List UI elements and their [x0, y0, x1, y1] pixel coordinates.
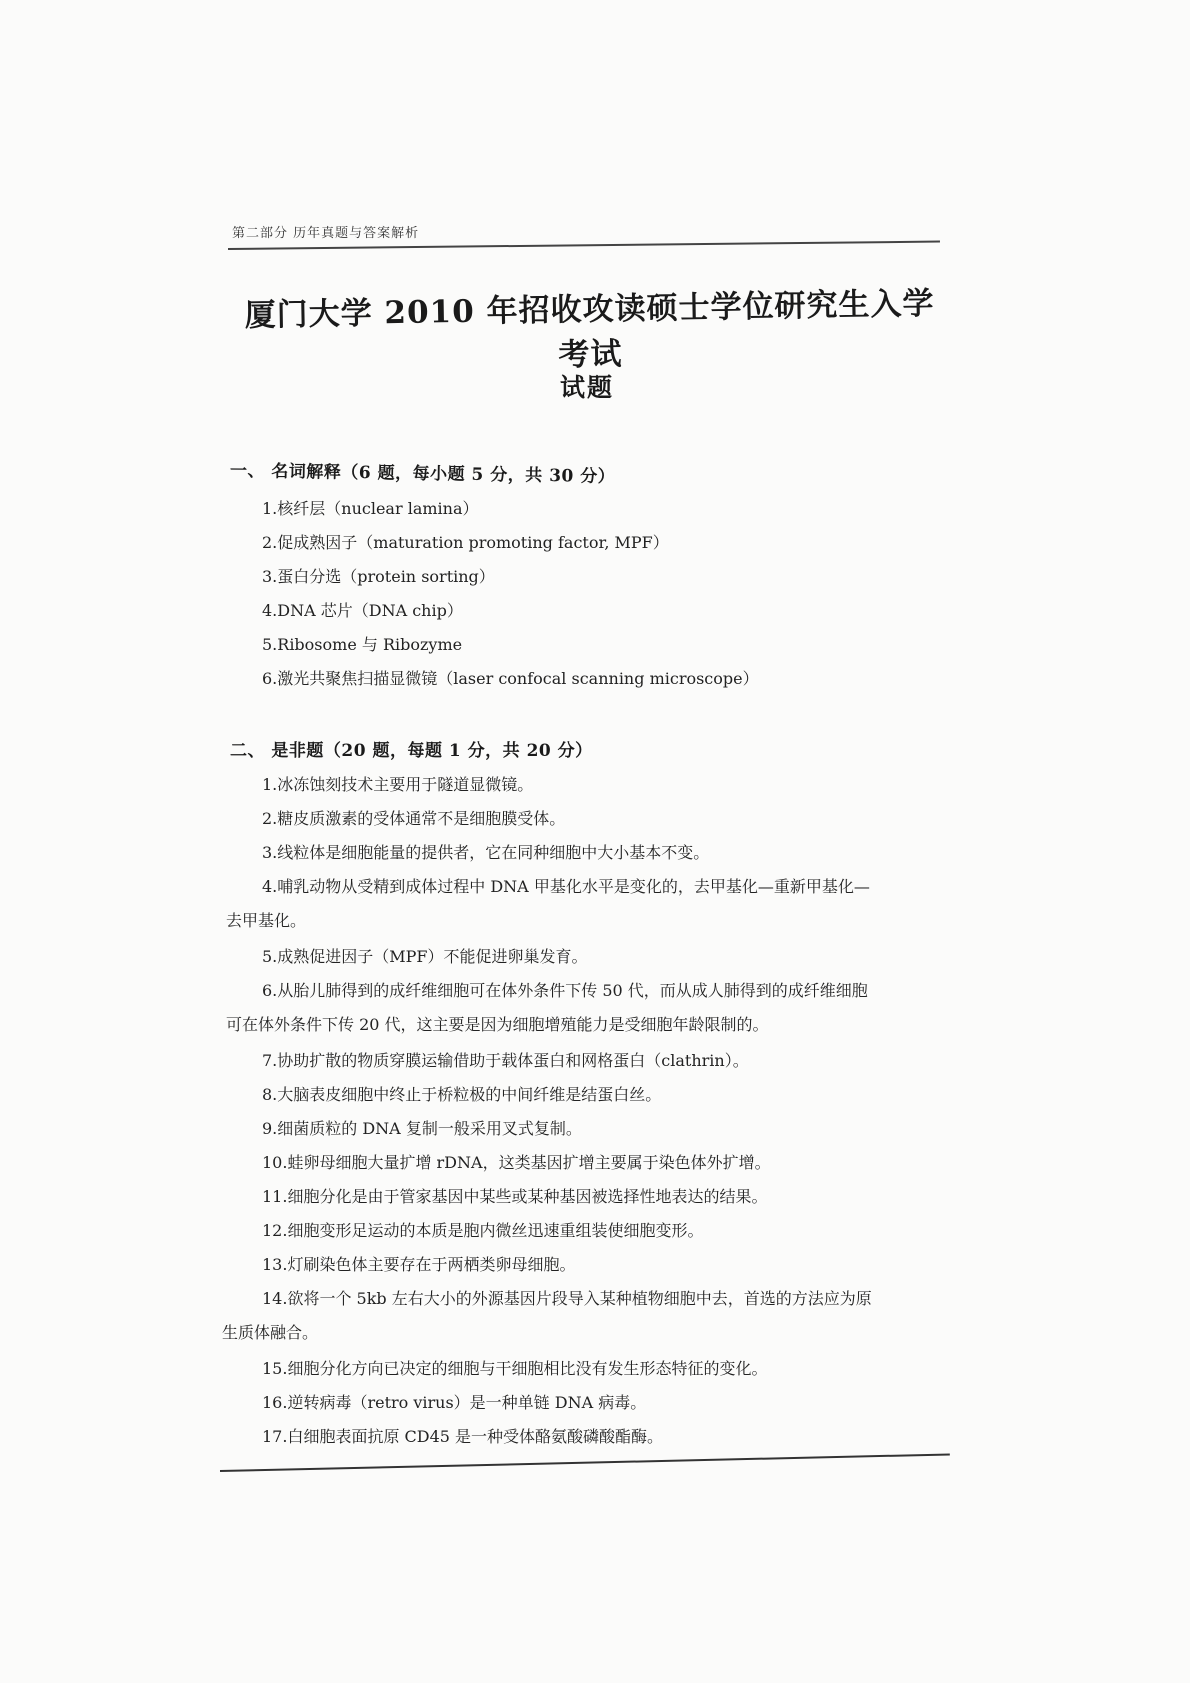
section-2-item: 7.协助扩散的物质穿膜运输借助于载体蛋白和网格蛋白（clathrin）。 [262, 1051, 749, 1070]
exam-title: 厦门大学 2010 年招收攻读硕士学位研究生入学考试 [244, 285, 935, 374]
header-rule [228, 241, 940, 250]
section-2-item-continuation: 可在体外条件下传 20 代，这主要是因为细胞增殖能力是受细胞年龄限制的。 [226, 1015, 769, 1034]
section-1-item: 4.DNA 芯片（DNA chip） [262, 601, 463, 620]
section-2-item: 2.糖皮质激素的受体通常不是细胞膜受体。 [262, 809, 566, 828]
section-1-item: 3.蛋白分选（protein sorting） [262, 567, 495, 586]
section-2-item: 17.白细胞表面抗原 CD45 是一种受体酪氨酸磷酸酯酶。 [262, 1427, 664, 1446]
section-1-item: 6.激光共聚焦扫描显微镜（laser confocal scanning microscope） [262, 669, 759, 688]
section-2-item: 9.细菌质粒的 DNA 复制一般采用叉式复制。 [262, 1119, 582, 1138]
section-1-heading: 一、 名词解释（6 题，每小题 5 分，共 30 分） [229, 461, 616, 488]
section-2-item: 4.哺乳动物从受精到成体过程中 DNA 甲基化水平是变化的，去甲基化—重新甲基化— [262, 877, 870, 896]
running-header: 第二部分 历年真题与答案解析 [232, 226, 420, 241]
exam-subtitle: 试题 [560, 373, 615, 402]
section-2-item: 15.细胞分化方向已决定的细胞与干细胞相比没有发生形态特征的变化。 [262, 1359, 768, 1378]
section-2-item: 3.线粒体是细胞能量的提供者，它在同种细胞中大小基本不变。 [262, 843, 710, 862]
section-2-item: 13.灯刷染色体主要存在于两栖类卵母细胞。 [262, 1255, 576, 1274]
section-2-item: 1.冰冻蚀刻技术主要用于隧道显微镜。 [262, 775, 534, 794]
section-2-item: 5.成熟促进因子（MPF）不能促进卵巢发育。 [262, 947, 588, 966]
section-2-item-continuation: 去甲基化。 [226, 911, 307, 930]
section-1-item: 5.Ribosome 与 Ribozyme [262, 635, 463, 654]
section-2-item: 14.欲将一个 5kb 左右大小的外源基因片段导入某种植物细胞中去，首选的方法应为原 [262, 1289, 872, 1308]
section-2-item: 11.细胞分化是由于管家基因中某些或某种基因被选择性地表达的结果。 [262, 1187, 768, 1206]
section-2-item: 8.大脑表皮细胞中终止于桥粒极的中间纤维是结蛋白丝。 [262, 1085, 662, 1104]
section-2-item: 16.逆转病毒（retro virus）是一种单链 DNA 病毒。 [262, 1393, 647, 1412]
footer-rule [220, 1453, 950, 1472]
section-1-item: 1.核纤层（nuclear lamina） [262, 499, 479, 518]
section-2-item: 10.蛙卵母细胞大量扩增 rDNA，这类基因扩增主要属于染色体外扩增。 [262, 1153, 771, 1172]
section-2-item: 6.从胎儿肺得到的成纤维细胞可在体外条件下传 50 代，而从成人肺得到的成纤维细胞 [262, 981, 868, 1000]
section-1-item: 2.促成熟因子（maturation promoting factor, MPF） [262, 533, 669, 552]
section-2-heading: 二、 是非题（20 题，每题 1 分，共 20 分） [230, 741, 593, 761]
section-2-item-continuation: 生质体融合。 [222, 1323, 319, 1342]
section-2-item: 12.细胞变形足运动的本质是胞内微丝迅速重组装使细胞变形。 [262, 1221, 704, 1240]
